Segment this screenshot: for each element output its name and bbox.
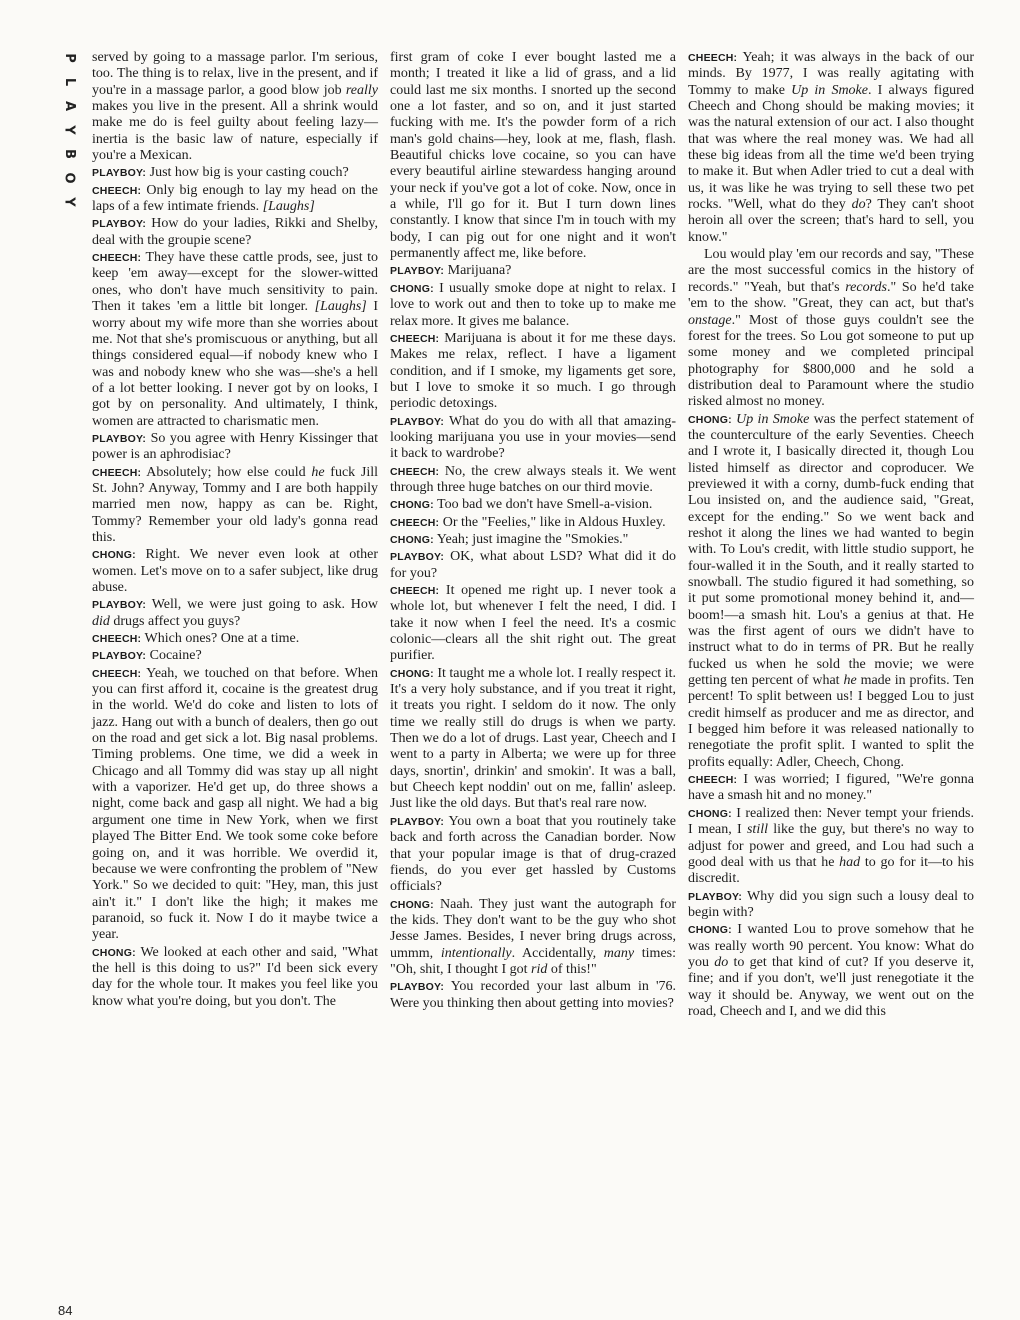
paragraph-text: Yeah; just imagine the "Smokies."	[436, 531, 629, 547]
speaker-label: PLAYBOY:	[390, 815, 445, 828]
speaker-label: CHEECH:	[390, 585, 440, 597]
magazine-name-letter: P	[62, 53, 77, 63]
interview-paragraph	[390, 263, 676, 279]
paragraph-text: I wanted Lou to prove somehow that he was really worth 90 percent. You know: What do you do to get that kind of cut? If you deserve it, fine; and if you don't, we'll just renegotiate it the way it should be. Anyway, we went out on the road, Cheech and I, and we did this	[688, 922, 975, 1019]
speaker-label: PLAYBOY:	[92, 167, 147, 180]
paragraph-text: I usually smoke dope at night to relax. I love to work out and then to toke up to make me relax more. It gives me balance.	[390, 280, 676, 329]
interview-paragraph	[390, 414, 676, 463]
magazine-name-letter: A	[62, 100, 77, 112]
interview-paragraph	[390, 666, 676, 813]
interview-paragraph	[390, 281, 676, 330]
speaker-label: CHONG:	[688, 807, 732, 820]
paragraph-text: Marijuana is about it for me these days. Makes me relax, reflect. I have a ligament condition, and if I smoke, my ligaments get sore, but I love to smoke it so much. I go through periodic detoxings.	[390, 330, 677, 412]
paragraph-text: It taught me a whole lot. I really respect it. It's a very holy substance, and if you treat it right, it treats you right. I seldom do it now. The only time we really still do drugs is when we party. Then we do a lot of drugs. Last year, Cheech and I went to a party in Alberta; we were up for three days, snortin', drinkin' and smokin'. It was a ball, but Cheech kept noddin' out on me, fallin' asleep. Just like the old days. But that's real rare now.	[390, 665, 677, 812]
speaker-label: PLAYBOY:	[390, 265, 445, 278]
text-column-2	[390, 50, 676, 1012]
paragraph-text: You recorded your last album in '76. Were you thinking then about getting into movies?	[390, 979, 677, 1011]
page-number: 84	[58, 1303, 73, 1318]
paragraph-text: How do your ladies, Rikki and Shelby, deal with the groupie scene?	[92, 216, 379, 248]
paragraph-text: I was worried; I figured, "We're gonna have a smash hit and no money."	[688, 772, 974, 804]
speaker-label: CHONG:	[390, 898, 434, 911]
paragraph-text: Naah. They just want the autograph for the kids. They don't want to be the guy who shot Jesse James. Besides, I never bring drugs across, ummm, intentionally. Accidentally, many times: "Oh, shit, I thought I got rid of this!"	[390, 896, 676, 977]
interview-paragraph	[390, 583, 676, 665]
paragraph-text: Just how big is your casting couch?	[149, 165, 349, 181]
interview-paragraph	[92, 250, 378, 430]
interview-paragraph	[688, 806, 974, 888]
interview-paragraph	[390, 464, 676, 497]
paragraph-text: Only big enough to lay my head on the laps of a few intimate friends. [Laughs]	[92, 182, 378, 215]
speaker-label: CHEECH:	[688, 774, 738, 787]
interview-paragraph	[390, 515, 676, 531]
interview-paragraph	[390, 532, 676, 548]
magazine-name-letter: O	[62, 172, 77, 184]
speaker-label: CHEECH:	[390, 516, 440, 529]
interview-paragraph	[92, 183, 378, 216]
magazine-name-letter: L	[61, 77, 77, 87]
speaker-label: CHONG:	[92, 946, 136, 959]
paragraph-text: We looked at each other and said, "What the hell is this doing to us?" I'd been sick every day for the whole tour. It makes you feel like you know what you're doing, but you don't. The	[92, 944, 378, 1009]
interview-paragraph	[92, 50, 378, 164]
interview-paragraph	[390, 331, 676, 413]
interview-paragraph	[390, 897, 676, 979]
speaker-label: PLAYBOY:	[390, 415, 445, 428]
paragraph-text: Which ones? One at a time.	[144, 631, 300, 647]
paragraph-text: Yeah, we touched on that before. When you can first afford it, cocaine is the greatest drug in the world. We'd do coke and listen to lots of jazz. Hang out with a bunch of dealers, then go out on the road and get sick a lot. Big nasal problems. Timing problems. One time, we did a week in Chicago and all Tommy did was stay up all night with a vaporizer. He'd get up, do three shows a night, come back and gasp all night. We had a big argument one time in New York, when we first played The Bitter End. We took some coke before going on, and it was horrible. We overdid it, because we were confronting the problem of "New York." So we decided to quit: "Hey, man, this just ain't it." I don't like the high; it makes me paranoid, so fuck it. Now I do it maybe twice a year.	[92, 665, 379, 943]
speaker-label: PLAYBOY:	[92, 650, 147, 663]
speaker-label: PLAYBOY:	[390, 981, 445, 994]
interview-paragraph	[92, 165, 378, 181]
interview-paragraph	[688, 50, 974, 246]
interview-paragraph	[92, 465, 378, 547]
magazine-name-vertical	[53, 46, 75, 214]
paragraph-text: first gram of coke I ever bought lasted me a month; I treated it like a lid of grass, and a lid could last me six months. I snorted up the second one a lot faster, and so on, and it just started fucking with me. It's the powder form of a rich man's gold chains—hey, look at me, flash, flash. Beautiful chicks love cocaine, so you can have every beautiful airline stewardess hanging around your neck if you've got a lot of coke. Now, once in a while, I'll go for it. But I turn down lines constantly. I know that since I'm in touch with my body, I can pig out for one night and it won't permanently affect me, like before.	[390, 50, 676, 262]
interview-paragraph	[688, 772, 974, 805]
speaker-label: PLAYBOY:	[688, 890, 743, 903]
speaker-label: CHONG:	[688, 924, 732, 937]
paragraph-text: Yeah; it was always in the back of our minds. By 1977, I was really agitating with Tommy to make Up in Smoke. I always figured Cheech and Chong should be making movies; it was the natural extension of our act. I also thought that was where the real money was. We had all these big ideas from all the time we'd been trying to make it. But when Adler tried to cut a deal with us, it was like he was trying to sell these two pet rocks. "Well, what do they do? They can't shoot heroin all over the screen; that's hard to sell, you know."	[688, 50, 974, 245]
interview-paragraph	[688, 922, 974, 1020]
speaker-label: PLAYBOY:	[92, 432, 147, 445]
speaker-label: CHEECH:	[92, 252, 142, 265]
speaker-label: CHONG:	[390, 667, 434, 680]
paragraph-text: served by going to a massage parlor. I'm serious, too. The thing is to relax, live in the present, and if you're in a massage parlor, a good blow job really makes you live in the present. All a shrink would make me do is feel guilty about feeling lazy—inertia is the basic law of nature, especially if you're a Mexican.	[92, 50, 378, 164]
interview-paragraph	[92, 216, 378, 249]
speaker-label: CHEECH:	[92, 633, 142, 646]
interview-paragraph	[92, 945, 378, 1010]
paragraph-text: I realized then: Never tempt your friends. I mean, I still like the guy, but there's no way to adjust for power and greed, and Lou had such a good deal with us that he had to go for it—to his discredit.	[688, 805, 974, 887]
interview-paragraph	[390, 979, 676, 1012]
magazine-name-letter: Y	[61, 125, 77, 135]
paragraph-text: OK, what about LSD? What did it do for you?	[390, 549, 677, 581]
interview-paragraph	[390, 50, 676, 262]
speaker-label: CHEECH:	[688, 52, 738, 64]
paragraph-text: It opened me right up. I never took a whole lot, but whenever I felt the need, I did. I take it now when I feel the need. It's a cosmic colonic—clears all the shit right out. The great purifier.	[390, 583, 676, 664]
interview-paragraph	[92, 666, 378, 944]
paragraph-text: You own a boat that you routinely take back and forth across the Canadian border. Now that your popular image is that of drug-crazed fiends, do you ever get hassled by Customs officials?	[390, 813, 676, 895]
paragraph-text: Well, we were just going to ask. How did drugs affect you guys?	[92, 597, 378, 629]
speaker-label: CHEECH:	[92, 667, 142, 680]
paragraph-text: Marijuana?	[447, 263, 512, 279]
text-column-1	[92, 50, 378, 1010]
text-column-3	[688, 50, 974, 1020]
speaker-label: CHONG:	[390, 499, 434, 512]
interview-paragraph	[688, 889, 974, 922]
paragraph-text: Or the "Feelies," like in Aldous Huxley.	[442, 514, 666, 530]
paragraph-text: They have these cattle prods, see, just to keep 'em away—except for the slower-witted ones, who don't have much sensitivity to pain. Then it takes 'em a little bit longer. [Laughs] I worry about my wife more than she worries about me. Not that she's promiscuous or anything, but all things considered equal—if nobody knew who I was and nobody knew who she was—she's a hell of a lot better looking. I never got by on looks, I got by on personality. And ultimately, I think, women are attracted to charismatic men.	[92, 250, 378, 429]
paragraph-text: Right. We never even look at other women. Let's move on to a safer subject, like drug abuse.	[92, 547, 379, 595]
magazine-name-letter: B	[61, 149, 77, 159]
paragraph-text: Up in Smoke was the perfect statement of the counterculture of the early Seventies. Cheech and I wrote it, I basically directed it, though Lou listed himself as director and coproducer. We previewed it with a corny, dumb-fuck ending that Lou insisted on, and the audience said, "Great, except for the ending." So we went back and reshot it along the lines we had wanted to begin with. To Lou's credit, with little studio support, he four-walled it in the South, and it really started to snowball. The studio figured it had something, so it put some promotional money behind it, and—boom!—a smash hit. Lou's a genius at that. He was the first agent of ours we didn't have to instruct what to do in terms of PR. But he really fucked us when he sold the movie; we were getting ten percent of what he made in profits. Ten percent! To split between us! I begged Lou to just credit himself as producer and me as director, and I begged him before it was released nationally to renegotiate the profit split. I wanted to split the profits equally: Adler, Cheech, Chong.	[688, 411, 975, 770]
paragraph-text: Why did you sign such a lousy deal to begin with?	[688, 888, 974, 920]
paragraph-text: Absolutely; how else could he fuck Jill St. John? Anyway, Tommy and I are both happily married men now, happy as can be. Right, Tommy? Remember your old lady's gonna read this.	[92, 464, 379, 545]
speaker-label: CHEECH:	[390, 332, 440, 345]
paragraph-text: What do you do with all that amazing-looking marijuana you use in your movies—send it back to wardrobe?	[390, 413, 676, 462]
paragraph-text: No, the crew always steals it. We went through three huge batches on our third movie.	[390, 463, 676, 495]
magazine-name-letter: Y	[61, 197, 77, 207]
speaker-label: PLAYBOY:	[390, 551, 445, 564]
interview-paragraph	[688, 247, 974, 410]
speaker-label: PLAYBOY:	[92, 218, 147, 231]
paragraph-text: Cocaine?	[149, 648, 202, 664]
interview-paragraph	[390, 549, 676, 582]
interview-paragraph	[92, 597, 378, 630]
interview-paragraph	[390, 814, 676, 896]
interview-paragraph	[92, 431, 378, 464]
interview-paragraph	[92, 547, 378, 596]
speaker-label: CHEECH:	[92, 466, 142, 479]
paragraph-text: Too bad we don't have Smell-a-vision.	[437, 497, 653, 513]
interview-paragraph	[92, 631, 378, 647]
speaker-label: CHEECH:	[390, 465, 440, 478]
paragraph-text: So you agree with Henry Kissinger that power is an aphrodisiac?	[92, 430, 379, 463]
interview-paragraph	[390, 497, 676, 513]
interview-paragraph	[92, 648, 378, 664]
speaker-label: CHONG:	[92, 549, 136, 562]
speaker-label: PLAYBOY:	[92, 599, 147, 612]
interview-paragraph	[688, 412, 974, 772]
speaker-label: CHONG:	[390, 533, 434, 546]
paragraph-text: Lou would play 'em our records and say, "These are the most successful comics in the history of records." "Yeah, but that's records." So he'd take 'em to the show. "Great, they can act, but that's onstage." Most of those guys couldn't see the forest for the trees. So Lou got someone to put up some money and we completed principal photography for $800,000 and he sold a distribution deal to Paramount where the studio risked almost no money.	[688, 247, 975, 410]
speaker-label: CHONG:	[688, 413, 732, 426]
speaker-label: CHEECH:	[92, 184, 142, 197]
speaker-label: CHONG:	[390, 282, 434, 295]
